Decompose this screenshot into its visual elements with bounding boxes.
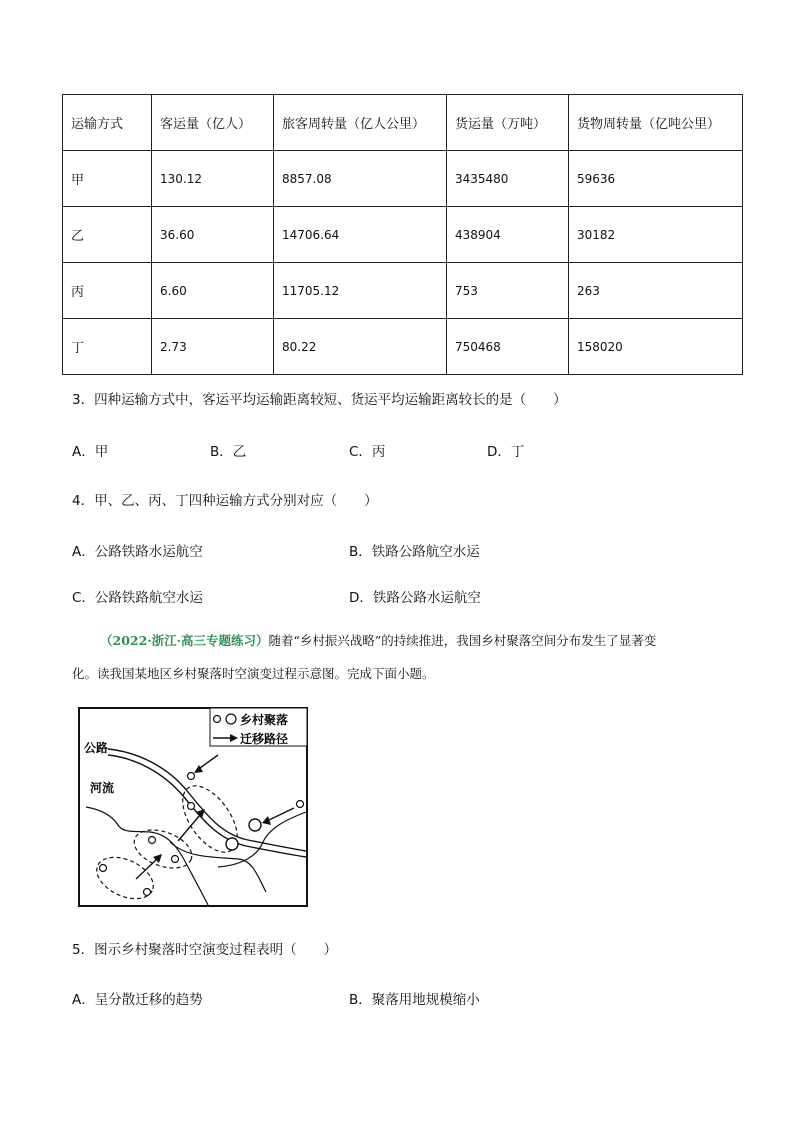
legend-route-label: 迁移路径 xyxy=(240,732,289,746)
river-label: 河流 xyxy=(90,781,115,795)
table-cell: 14706.64 xyxy=(274,207,447,263)
question-3-stem: 3．四种运输方式中，客运平均运输距离较短、货运平均运输距离较长的是（ ） xyxy=(72,392,567,408)
legend-settlement-label: 乡村聚落 xyxy=(240,713,289,727)
table-header: 运输方式 xyxy=(63,95,152,151)
settlement-icon xyxy=(188,773,195,780)
transport-table xyxy=(62,94,743,375)
question-4-option-b: B．铁路公路航空水运 xyxy=(349,544,480,560)
table-cell: 80.22 xyxy=(274,319,447,375)
question-5-stem: 5．图示乡村聚落时空演变过程表明（ ） xyxy=(72,942,338,958)
table-header: 旅客周转量（亿人公里） xyxy=(274,95,447,151)
table-cell: 甲 xyxy=(63,151,152,207)
table-cell: 59636 xyxy=(569,151,743,207)
table-header: 客运量（亿人） xyxy=(152,95,274,151)
settlement-icon xyxy=(149,837,156,844)
table-row xyxy=(63,319,743,375)
table-cell: 753 xyxy=(447,263,569,319)
settlement-icon xyxy=(297,801,304,808)
table-cell: 158020 xyxy=(569,319,743,375)
passage-line-1 xyxy=(100,631,656,649)
question-3-option-a: A．甲 xyxy=(72,444,109,460)
passage-line-2: 化。读我国某地区乡村聚落时空演变过程示意图。完成下面小题。 xyxy=(72,666,435,681)
settlement-map xyxy=(78,707,308,907)
legend-large-settlement-icon xyxy=(226,714,236,724)
question-3-option-d: D．丁 xyxy=(487,444,525,460)
table-cell: 438904 xyxy=(447,207,569,263)
table-cell: 36.60 xyxy=(152,207,274,263)
table-header: 货运量（万吨） xyxy=(447,95,569,151)
table-cell: 30182 xyxy=(569,207,743,263)
table-row xyxy=(63,151,743,207)
table-cell: 263 xyxy=(569,263,743,319)
table-row xyxy=(63,207,743,263)
table-header: 货物周转量（亿吨公里） xyxy=(569,95,743,151)
table-cell: 750468 xyxy=(447,319,569,375)
question-4-option-d: D．铁路公路水运航空 xyxy=(349,590,481,606)
table-cell: 6.60 xyxy=(152,263,274,319)
question-4-option-c: C．公路铁路航空水运 xyxy=(72,590,203,606)
table-cell: 3435480 xyxy=(447,151,569,207)
table-cell: 11705.12 xyxy=(274,263,447,319)
legend-small-settlement-icon xyxy=(214,716,221,723)
settlement-icon xyxy=(172,856,179,863)
question-4-stem: 4．甲、乙、丙、丁四种运输方式分别对应（ ） xyxy=(72,493,378,509)
settlement-icon xyxy=(144,889,151,896)
table-row xyxy=(63,263,743,319)
table-cell: 2.73 xyxy=(152,319,274,375)
table-cell: 丙 xyxy=(63,263,152,319)
source-tag: （2022·浙江·高三专题练习） xyxy=(100,633,269,648)
table-cell: 130.12 xyxy=(152,151,274,207)
settlement-icon xyxy=(100,865,107,872)
table-header-row xyxy=(63,95,743,151)
question-5-option-b: B．聚落用地规模缩小 xyxy=(349,992,480,1008)
question-3-option-c: C．丙 xyxy=(349,444,386,460)
road-label: 公路 xyxy=(84,741,109,755)
table-cell: 8857.08 xyxy=(274,151,447,207)
question-5-option-a: A．呈分散迁移的趋势 xyxy=(72,992,203,1008)
question-4-option-a: A．公路铁路水运航空 xyxy=(72,544,203,560)
table-cell: 乙 xyxy=(63,207,152,263)
settlement-icon xyxy=(188,803,195,810)
large-settlement-icon xyxy=(249,819,261,831)
passage-text-1: 随着“乡村振兴战略”的持续推进，我国乡村聚落空间分布发生了显著变 xyxy=(268,633,657,648)
large-settlement-icon xyxy=(226,838,238,850)
question-3-option-b: B．乙 xyxy=(210,444,247,460)
table-cell: 丁 xyxy=(63,319,152,375)
